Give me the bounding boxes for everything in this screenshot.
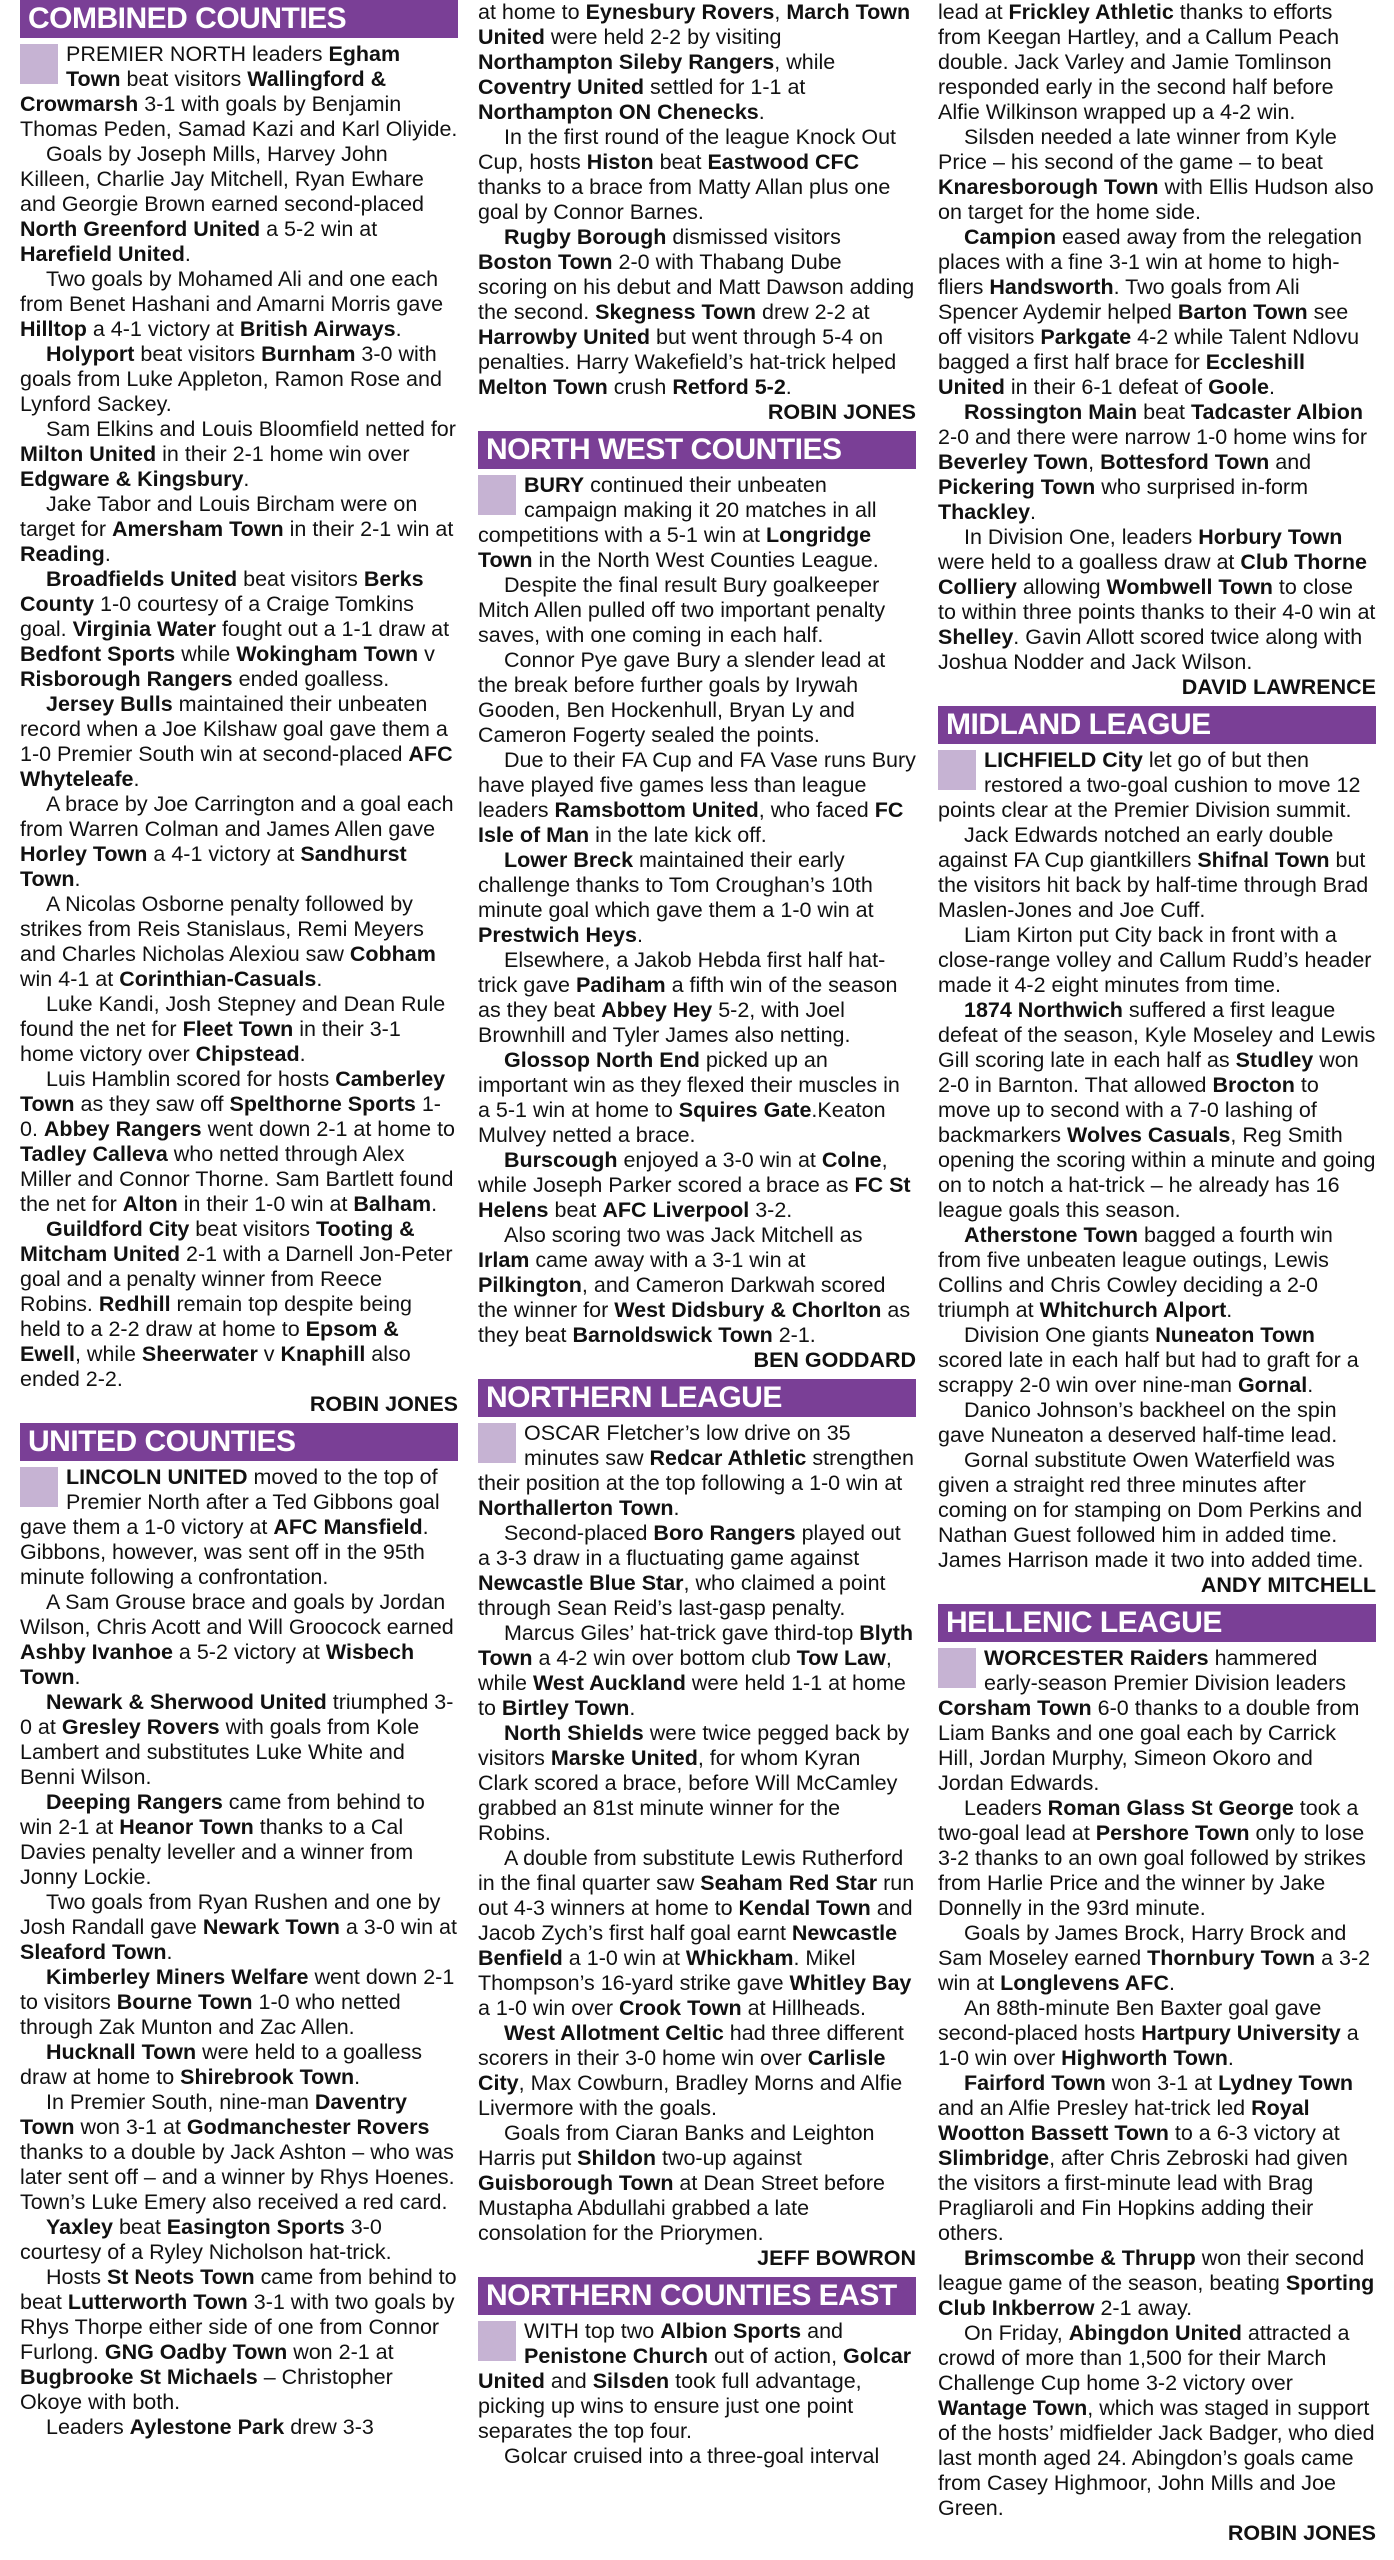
team-name: Shildon	[577, 2146, 656, 2170]
paragraph: Leaders Aylestone Park drew 3-3	[46, 2415, 374, 2439]
team-name: Club Thorne Colliery	[938, 550, 1367, 599]
paragraph: Brimscombe & Thrupp won their second league game of the season, beating Sporting Club Inkberrow 2-1 away.	[938, 2246, 1375, 2320]
drop-cap-box	[478, 1423, 516, 1463]
drop-cap-box	[938, 750, 976, 790]
team-name: North Greenford United	[20, 217, 261, 241]
paragraph: Hosts St Neots Town came from behind to beat Lutterworth Town 3-1 with two goals by Rhys Thorpe either side of one from Connor Furlong. GNG Oadby Town won 2-1 at Bugbrooke St Michaels – Christopher Okoye with both.	[20, 2265, 457, 2414]
team-name: Holyport	[46, 342, 135, 366]
team-name: Heanor Town	[119, 1815, 254, 1839]
drop-cap-box	[478, 2321, 516, 2361]
paragraph: Yaxley beat Easington Sports 3-0 courtesy of a Ryley Nicholson hat-trick.	[20, 2215, 392, 2264]
paragraph: WITH top two Albion Sports and Penistone Church out of action, Golcar United and Silsden took full advantage, picking up wins to ensure just one point separates the top four.	[478, 2319, 912, 2443]
team-name: Birtley Town	[501, 1696, 630, 1720]
team-name: West Auckland	[532, 1671, 686, 1695]
drop-cap-box	[478, 475, 516, 515]
paragraph: Two goals from Ryan Rushen and one by Josh Randall gave Newark Town a 3-0 win at Sleaford Town.	[20, 1890, 457, 1964]
team-name: Knaphill	[280, 1342, 366, 1366]
paragraph: An 88th-minute Ben Baxter goal gave second-placed hosts Hartpury University a 1-0 win over Highworth Town.	[938, 1996, 1359, 2070]
team-name: Rossington Main	[964, 400, 1138, 424]
team-name: Broadfields United	[46, 567, 238, 591]
team-name: Goole	[1208, 375, 1269, 399]
team-name: Lydney Town	[1218, 2071, 1354, 2095]
team-name: Sleaford Town	[20, 1940, 167, 1964]
paragraph: Newark & Sherwood United triumphed 3-0 at Gresley Rovers with goals from Kole Lambert and substitutes Luke White and Benni Wilson.	[20, 1690, 454, 1789]
team-name: Harrowby United	[478, 325, 651, 349]
team-name: Brimscombe & Thrupp	[964, 2246, 1196, 2270]
paragraph: LINCOLN UNITED moved to the top of Premier North after a Ted Gibbons goal gave them a 1-0 victory at AFC Mansfield. Gibbons, however, was sent off in the 95th minute following a confrontation.	[20, 1465, 440, 1589]
paragraph: Jack Edwards notched an early double against FA Cup giantkillers Shifnal Town but the visitors hit back by half-time through Brad Maslen-Jones and Joe Cuff.	[938, 823, 1369, 922]
team-name: AFC Mansfield	[273, 1515, 423, 1539]
team-name: Easington Sports	[166, 2215, 345, 2239]
team-name: FC Isle of Man	[478, 798, 904, 847]
paragraph: Campion eased away from the relegation places with a fine 3-1 win at home to high-fliers Handsworth. Two goals from Ali Spencer Aydemir helped Barton Town see off visitors Parkgate 4-2 while Talent Ndlovu bagged a first half brace for Eccleshill United in their 6-1 defeat of Goole.	[938, 225, 1362, 399]
paragraph: Leaders Roman Glass St George took a two-goal lead at Pershore Town only to lose 3-2 thanks to an own goal followed by strikes from Harlie Price and the winner by Jake Donnelly in the 93rd minute.	[938, 1796, 1366, 1920]
paragraph: Lower Breck maintained their early challenge thanks to Tom Croughan’s 10th minute goal which gave them a 1-0 win at Prestwich Heys.	[478, 848, 874, 947]
paragraph: Goals from Ciaran Banks and Leighton Harris put Shildon two-up against Guisborough Town at Dean Street before Mustapha Abdullahi grabbed a late consolation for the Priorymen.	[478, 2121, 885, 2245]
team-name: Shirebrook Town	[180, 2065, 355, 2089]
team-name: Campion	[964, 225, 1056, 249]
byline: ANDY MITCHELL	[1200, 1573, 1376, 1597]
team-name: Hartpury University	[1141, 2021, 1341, 2045]
team-name: Spelthorne Sports	[229, 1092, 416, 1116]
team-name: Egham Town	[66, 42, 401, 91]
paragraph: In Division One, leaders Horbury Town were held to a goalless draw at Club Thorne Colliery allowing Wombwell Town to close to within three points thanks to their 4-0 win at Shelley. Gavin Allott scored twice along with Joshua Nodder and Jack Wilson.	[938, 525, 1376, 674]
team-name: Harefield United	[20, 242, 185, 266]
team-name: Burscough	[504, 1148, 618, 1172]
team-name: Whitchurch Alport	[1039, 1298, 1227, 1322]
section-heading-northern-league: NORTHERN LEAGUE	[478, 1379, 916, 1417]
team-name: Virginia Water	[72, 617, 216, 641]
team-name: Wallingford & Crowmarsh	[20, 67, 387, 116]
team-name: Abingdon United	[1068, 2321, 1242, 2345]
team-name: British Airways	[239, 317, 396, 341]
paragraph: Guildford City beat visitors Tooting & Mitcham United 2-1 with a Darnell Jon-Peter goal and a penalty winner from Reece Robins. Redhill remain top despite being held to a 2-2 draw at home to Epsom & Ewell, while Sheerwater v Knaphill also ended 2-2.	[20, 1217, 453, 1391]
team-name: Lower Breck	[504, 848, 634, 872]
team-name: Whitley Bay	[789, 1971, 912, 1995]
team-name: Newcastle Benfield	[478, 1921, 898, 1970]
team-name: Hucknall Town	[46, 2040, 197, 2064]
paragraph: Rugby Borough dismissed visitors Boston Town 2-0 with Thabang Dube scoring on his debut and Matt Dawson adding the second. Skegness Town drew 2-2 at Harrowby United but went through 5-4 on penalties. Harry Wakefield’s hat-trick helped Melton Town crush Retford 5-2.	[478, 225, 915, 399]
paragraph: Second-placed Boro Rangers played out a 3-3 draw in a fluctuating game against Newcastle Blue Star, who claimed a point through Sean Reid’s last-gasp penalty.	[478, 1521, 901, 1620]
team-name: AFC Whyteleafe	[20, 742, 453, 791]
section-heading-united-counties: UNITED COUNTIES	[20, 1423, 458, 1461]
team-name: Cobham	[349, 942, 436, 966]
paragraph: Danico Johnson’s backheel on the spin gave Nuneaton a deserved half-time lead.	[938, 1398, 1338, 1447]
team-name: Coventry United	[478, 75, 645, 99]
team-name: Sheerwater	[141, 1342, 258, 1366]
team-name: March Town United	[478, 0, 911, 49]
team-name: Gornal	[1237, 1373, 1308, 1397]
team-name: Studley	[1235, 1048, 1314, 1072]
drop-cap-box	[938, 1648, 976, 1688]
team-name: Slimbridge	[938, 2146, 1050, 2170]
team-name: Aylestone Park	[129, 2415, 285, 2439]
team-name: Roman Glass St George	[1047, 1796, 1294, 1820]
paragraph: Also scoring two was Jack Mitchell as Irlam came away with a 3-1 win at Pilkington, and Cameron Darkwah scored the winner for West Didsbury & Chorlton as they beat Barnoldswick Town 2-1.	[478, 1223, 911, 1347]
team-name: Irlam	[478, 1248, 530, 1272]
team-name: Wantage Town	[938, 2396, 1088, 2420]
team-name: Reading	[20, 542, 105, 566]
team-name: LINCOLN UNITED	[66, 1465, 248, 1489]
paragraph: OSCAR Fletcher’s low drive on 35 minutes saw Redcar Athletic strengthen their position at the top following a 1-0 win at Northallerton Town.	[478, 1421, 914, 1520]
team-name: FC St Helens	[478, 1173, 911, 1222]
team-name: Tooting & Mitcham United	[20, 1217, 415, 1266]
byline: ROBIN JONES	[309, 1392, 458, 1416]
team-name: Eynesbury Rovers	[585, 0, 775, 24]
team-name: Berks County	[20, 567, 424, 616]
column-3	[938, 0, 1376, 2560]
team-name: Thackley	[938, 500, 1031, 524]
paragraph: Liam Kirton put City back in front with a close-range volley and Callum Rudd’s header made it 4-2 eight minutes from time.	[938, 923, 1372, 997]
team-name: Corinthian-Casuals	[119, 967, 317, 991]
team-name: Northampton Sileby Rangers	[478, 50, 775, 74]
team-name: Pershore Town	[1095, 1821, 1250, 1845]
team-name: Redcar Athletic	[649, 1446, 807, 1470]
column-1	[20, 0, 458, 2560]
team-name: Fairford Town	[964, 2071, 1106, 2095]
team-name: Amersham Town	[112, 517, 284, 541]
paragraph: Goals by Joseph Mills, Harvey John Killeen, Charlie Jay Mitchell, Ryan Ewhare and Georgie Brown earned second-placed North Greenford United a 5-2 win at Harefield United.	[20, 142, 424, 266]
team-name: Shelley	[938, 625, 1014, 649]
team-name: Bourne Town	[116, 1990, 253, 2014]
paragraph: Broadfields United beat visitors Berks County 1-0 courtesy of a Craige Tomkins goal. Virginia Water fought out a 1-1 draw at Bedfont Sports while Wokingham Town v Risborough Rangers ended goalless.	[20, 567, 450, 691]
team-name: Boston Town	[478, 250, 613, 274]
section-heading-hellenic-league: HELLENIC LEAGUE	[938, 1604, 1376, 1642]
column-2	[478, 0, 916, 2560]
team-name: Knaresborough Town	[938, 175, 1159, 199]
team-name: Whickham	[685, 1946, 794, 1970]
team-name: Northampton ON Chenecks	[478, 100, 759, 124]
paragraph: Gornal substitute Owen Waterfield was given a straight red three minutes after coming on for stamping on Dom Perkins and Nathan Guest followed him in added time. James Harrison made it two into added time.	[938, 1448, 1364, 1572]
paragraph: Connor Pye gave Bury a slender lead at the break before further goals by Irywah Gooden, Ben Hockenhull, Bryan Ly and Cameron Fogerty sealed the points.	[478, 648, 886, 747]
team-name: Beverley Town	[938, 450, 1089, 474]
team-name: Albion Sports	[660, 2319, 802, 2343]
team-name: Corsham Town	[938, 1696, 1092, 1720]
paragraph: Glossop North End picked up an important win as they flexed their muscles in a 5-1 win at home to Squires Gate.Keaton Mulvey netted a brace.	[478, 1048, 900, 1147]
team-name: Golcar United	[478, 2344, 912, 2393]
team-name: Yaxley	[46, 2215, 113, 2239]
paragraph: PREMIER NORTH leaders Egham Town beat visitors Wallingford & Crowmarsh 3-1 with goals by Benjamin Thomas Peden, Samad Kazi and Karl Oliyide.	[20, 42, 458, 141]
paragraph: BURY continued their unbeaten campaign making it 20 matches in all competitions with a 5-1 win at Longridge Town in the North West Counties League.	[478, 473, 879, 572]
team-name: Guisborough Town	[478, 2171, 674, 2195]
team-name: Histon	[586, 150, 654, 174]
team-name: Milton United	[20, 442, 157, 466]
paragraph: Golcar cruised into a three-goal interval	[504, 2444, 880, 2468]
team-name: Redhill	[98, 1292, 171, 1316]
paragraph: Sam Elkins and Louis Bloomfield netted for Milton United in their 2-1 home win over Edgware & Kingsbury.	[20, 417, 456, 491]
team-name: Barnoldswick Town	[572, 1323, 773, 1347]
paragraph: Luis Hamblin scored for hosts Camberley Town as they saw off Spelthorne Sports 1-0. Abbey Rangers went down 2-1 at home to Tadley Calleva who netted through Alex Miller and Connor Thorne. Sam Bartlett found the net for Alton in their 1-0 win at Balham.	[20, 1067, 455, 1216]
paragraph: On Friday, Abingdon United attracted a crowd of more than 1,500 for their March Challenge Cup home 3-2 victory over Wantage Town, which was staged in support of the hosts’ midfielder Jack Badger, who died last month aged 24. Abingdon’s goals came from Casey Highmoor, John Mills and Joe Green.	[938, 2321, 1375, 2520]
team-name: West Allotment Celtic	[504, 2021, 724, 2045]
team-name: Retford 5-2	[672, 375, 786, 399]
paragraph: Goals by James Brock, Harry Brock and Sam Moseley earned Thornbury Town a 3-2 win at Longlevens AFC.	[938, 1921, 1371, 1995]
team-name: Tadcaster Albion	[1190, 400, 1364, 424]
paragraph: Burscough enjoyed a 3-0 win at Colne, while Joseph Parker scored a brace as FC St Helens beat AFC Liverpool 3-2.	[478, 1148, 911, 1222]
team-name: Brocton	[1212, 1073, 1295, 1097]
section-heading-combined-counties: COMBINED COUNTIES	[20, 0, 458, 38]
team-name: Deeping Rangers	[46, 1790, 223, 1814]
team-name: Handsworth	[989, 275, 1114, 299]
team-name: Guildford City	[46, 1217, 190, 1241]
team-name: Sporting Club Inkberrow	[938, 2271, 1375, 2320]
team-name: Marske United	[550, 1746, 698, 1770]
team-name: 1874 Northwich	[964, 998, 1123, 1022]
paragraph: lead at Frickley Athletic thanks to efforts from Keegan Hartley, and a Callum Peach double. Jack Varley and Jamie Tomlinson responded early in the second half before Alfie Wilkinson wrapped up a 4-2 win.	[938, 0, 1340, 124]
team-name: Edgware & Kingsbury	[20, 467, 244, 491]
paragraph: Despite the final result Bury goalkeeper Mitch Allen pulled off two important penalty saves, with one coming in each half.	[478, 573, 886, 647]
team-name: Pilkington	[478, 1273, 582, 1297]
team-name: Eastwood CFC	[707, 150, 860, 174]
team-name: Jersey Bulls	[46, 692, 173, 716]
team-name: Longridge Town	[478, 523, 872, 572]
paragraph: A double from substitute Lewis Rutherford in the final quarter saw Seaham Red Star run out 4-3 winners at home to Kendal Town and Jacob Zych’s first half goal earnt Newcastle Benfield a 1-0 win at Whickham. Mikel Thompson’s 16-yard strike gave Whitley Bay a 1-0 win over Crook Town at Hillheads.	[478, 1846, 915, 2020]
paragraph: Rossington Main beat Tadcaster Albion 2-0 and there were narrow 1-0 home wins for Beverley Town, Bottesford Town and Pickering Town who surprised in-form Thackley.	[938, 400, 1368, 524]
team-name: Skegness Town	[595, 300, 757, 324]
team-name: Abbey Hey	[601, 998, 713, 1022]
team-name: Ramsbottom United	[554, 798, 759, 822]
team-name: Newcastle Blue Star	[478, 1571, 684, 1595]
team-name: Carlisle City	[478, 2046, 886, 2095]
byline: ROBIN JONES	[767, 400, 916, 424]
team-name: GNG Oadby Town	[104, 2340, 288, 2364]
paragraph: Deeping Rangers came from behind to win 2-1 at Heanor Town thanks to a Cal Davies penalty leveller and a winner from Jonny Lockie.	[20, 1790, 425, 1889]
team-name: Lutterworth Town	[67, 2290, 248, 2314]
paragraph: Kimberley Miners Welfare went down 2-1 to visitors Bourne Town 1-0 who netted through Zak Munton and Zac Allen.	[20, 1965, 455, 2039]
team-name: Silsden	[592, 2369, 670, 2393]
team-name: West Didsbury & Chorlton	[614, 1298, 882, 1322]
team-name: Blyth Town	[478, 1621, 914, 1670]
team-name: Epsom & Ewell	[20, 1317, 399, 1366]
paragraph: Division One giants Nuneaton Town scored late in each half but had to graft for a scrappy 2-0 win over nine-man Gornal.	[938, 1323, 1359, 1397]
team-name: Tadley Calleva	[20, 1142, 168, 1166]
paragraph: Due to their FA Cup and FA Vase runs Bury have played five games less than league leaders Ramsbottom United, who faced FC Isle of Man in the late kick off.	[478, 748, 916, 847]
paragraph: Fairford Town won 3-1 at Lydney Town and an Alfie Presley hat-trick led Royal Wootton Bassett Town to a 6-3 victory at Slimbridge, after Chris Zebroski had given the visitors a first-minute lead with Brag Pragliaroli and Fin Hopkins adding their others.	[938, 2071, 1354, 2245]
byline: DAVID LAWRENCE	[1181, 675, 1376, 699]
team-name: Seaham Red Star	[700, 1871, 878, 1895]
team-name: Gresley Rovers	[61, 1715, 220, 1739]
paragraph: Hucknall Town were held to a goalless draw at home to Shirebrook Town.	[20, 2040, 423, 2089]
team-name: Ashby Ivanhoe	[20, 1640, 173, 1664]
byline: ROBIN JONES	[1227, 2521, 1376, 2545]
team-name: Penistone Church	[524, 2344, 708, 2368]
team-name: St Neots Town	[106, 2265, 255, 2289]
team-name: Newark & Sherwood United	[46, 1690, 327, 1714]
team-name: Pickering Town	[938, 475, 1096, 499]
team-name: Royal Wootton Bassett Town	[938, 2096, 1310, 2145]
team-name: Sandhurst Town	[20, 842, 407, 891]
paragraph: A Nicolas Osborne penalty followed by strikes from Reis Stanislaus, Remi Meyers and Charles Nicholas Alexiou saw Cobham win 4-1 at Corinthian-Casuals.	[20, 892, 436, 991]
paragraph: Jersey Bulls maintained their unbeaten record when a Joe Kilshaw goal gave them a 1-0 Premier South win at second-placed AFC Whyteleafe.	[20, 692, 453, 791]
team-name: Bugbrooke St Michaels	[20, 2365, 258, 2389]
paragraph: 1874 Northwich suffered a first league defeat of the season, Kyle Moseley and Lewis Gill scoring late in each half as Studley won 2-0 in Barnton. That allowed Brocton to move up to second with a 7-0 lashing of backmarkers Wolves Casuals, Reg Smith opening the scoring within a minute and going on to notch a hat-trick – he already has 16 league goals this season.	[938, 998, 1376, 1222]
team-name: Daventry Town	[20, 2090, 407, 2139]
team-name: Horbury Town	[1198, 525, 1343, 549]
team-name: Shifnal Town	[1197, 848, 1330, 872]
drop-cap-box	[20, 1467, 58, 1507]
team-name: Hilltop	[20, 317, 87, 341]
team-name: Eccleshill United	[938, 350, 1305, 399]
team-name: Northallerton Town	[478, 1496, 674, 1520]
paragraph: North Shields were twice pegged back by visitors Marske United, for whom Kyran Clark scored a brace, before Will McCamley grabbed an 81st minute winner for the Robins.	[478, 1721, 910, 1845]
paragraph: Elsewhere, a Jakob Hebda first half hat-trick gave Padiham a fifth win of the season as they beat Abbey Hey 5-2, with Joel Brownhill and Tyler James also netting.	[478, 948, 898, 1047]
paragraph: A brace by Joe Carrington and a goal each from Warren Colman and James Allen gave Horley Town a 4-1 victory at Sandhurst Town.	[20, 792, 454, 891]
team-name: Rugby Borough	[504, 225, 667, 249]
team-name: BURY	[524, 473, 585, 497]
paragraph: Atherstone Town bagged a fourth win from five unbeaten league outings, Lewis Collins and Chris Cowley deciding a 2-0 triumph at Whitchurch Alport.	[938, 1223, 1333, 1322]
team-name: Glossop North End	[504, 1048, 700, 1072]
paragraph: Luke Kandi, Josh Stepney and Dean Rule found the net for Fleet Town in their 3-1 home victory over Chipstead.	[20, 992, 446, 1066]
paragraph: at home to Eynesbury Rovers, March Town United were held 2-2 by visiting Northampton Sileby Rangers, while Coventry United settled for 1-1 at Northampton ON Chenecks.	[478, 0, 911, 124]
team-name: North Shields	[504, 1721, 644, 1745]
team-name: Chipstead	[195, 1042, 300, 1066]
team-name: Fleet Town	[182, 1017, 294, 1041]
team-name: Tow Law	[796, 1646, 886, 1670]
paragraph: Two goals by Mohamed Ali and one each from Benet Hashani and Amarni Morris gave Hilltop a 4-1 victory at British Airways.	[20, 267, 444, 341]
team-name: Alton	[122, 1192, 178, 1216]
section-heading-northern-counties-east: NORTHERN COUNTIES EAST	[478, 2277, 916, 2315]
team-name: Kimberley Miners Welfare	[46, 1965, 309, 1989]
team-name: Bedfont Sports	[20, 642, 176, 666]
team-name: Colne	[821, 1148, 882, 1172]
team-name: Horley Town	[20, 842, 148, 866]
byline: JEFF BOWRON	[757, 2246, 916, 2270]
team-name: Godmanchester Rovers	[186, 2115, 430, 2139]
team-name: Melton Town	[478, 375, 608, 399]
team-name: Highworth Town	[1061, 2046, 1228, 2070]
section-heading-midland-league: MIDLAND LEAGUE	[938, 706, 1376, 744]
team-name: LICHFIELD City	[984, 748, 1143, 772]
paragraph: In the first round of the league Knock Out Cup, hosts Histon beat Eastwood CFC thanks to a brace from Matty Allan plus one goal by Connor Barnes.	[478, 125, 897, 224]
paragraph: West Allotment Celtic had three different scorers in their 3-0 home win over Carlisle City, Max Cowburn, Bradley Morns and Alfie Livermore with the goals.	[478, 2021, 904, 2120]
team-name: Camberley Town	[20, 1067, 446, 1116]
paragraph: In Premier South, nine-man Daventry Town won 3-1 at Godmanchester Rovers thanks to a double by Jack Ashton – who was later sent off – and a winner by Rhys Hoenes. Town’s Luke Emery also received a red card.	[20, 2090, 455, 2214]
paragraph: WORCESTER Raiders hammered early-season Premier Division leaders Corsham Town 6-0 thanks to a double from Liam Banks and one goal each by Carrick Hill, Jordan Murphy, Simeon Okoro and Jordan Edwards.	[938, 1646, 1360, 1795]
team-name: WORCESTER Raiders	[984, 1646, 1209, 1670]
team-name: Frickley Athletic	[1008, 0, 1174, 24]
byline: BEN GODDARD	[753, 1348, 916, 1372]
paragraph: LICHFIELD City let go of but then restored a two-goal cushion to move 12 points clear at the Premier Division summit.	[938, 748, 1361, 822]
team-name: Risborough Rangers	[20, 667, 233, 691]
paragraph: Jake Tabor and Louis Bircham were on target for Amersham Town in their 2-1 win at Reading.	[20, 492, 454, 566]
team-name: Nuneaton Town	[1155, 1323, 1315, 1347]
team-name: Abbey Rangers	[43, 1117, 202, 1141]
team-name: Thornbury Town	[1147, 1946, 1316, 1970]
team-name: Boro Rangers	[653, 1521, 796, 1545]
team-name: Padiham	[575, 973, 666, 997]
paragraph: A Sam Grouse brace and goals by Jordan Wilson, Chris Acott and Will Groocock earned Ashby Ivanhoe a 5-2 victory at Wisbech Town.	[20, 1590, 454, 1689]
team-name: Wisbech Town	[20, 1640, 415, 1689]
paragraph: Silsden needed a late winner from Kyle Price – his second of the game – to beat Knaresborough Town with Ellis Hudson also on target for the home side.	[938, 125, 1374, 224]
team-name: Squires Gate	[678, 1098, 812, 1122]
team-name: Newark Town	[202, 1915, 340, 1939]
team-name: Wolves Casuals	[1067, 1123, 1231, 1147]
team-name: AFC Liverpool	[602, 1198, 750, 1222]
team-name: Longlevens AFC	[1000, 1971, 1169, 1995]
team-name: Burnham	[261, 342, 356, 366]
section-heading-north-west-counties: NORTH WEST COUNTIES	[478, 431, 916, 469]
paragraph: Holyport beat visitors Burnham 3-0 with goals from Luke Appleton, Ramon Rose and Lynford Sackey.	[20, 342, 442, 416]
drop-cap-box	[20, 44, 58, 84]
team-name: Balham	[353, 1192, 432, 1216]
team-name: Kendal Town	[738, 1896, 871, 1920]
team-name: Barton Town	[1177, 300, 1308, 324]
team-name: Wokingham Town	[236, 642, 419, 666]
team-name: Crook Town	[619, 1996, 742, 2020]
team-name: Wombwell Town	[1106, 575, 1273, 599]
team-name: Bottesford Town	[1100, 450, 1270, 474]
team-name: Parkgate	[1040, 325, 1132, 349]
team-name: Prestwich Heys	[478, 923, 637, 947]
paragraph: Marcus Giles’ hat-trick gave third-top Blyth Town a 4-2 win over bottom club Tow Law, while West Auckland were held 1-1 at home to Birtley Town.	[478, 1621, 914, 1720]
team-name: Atherstone Town	[964, 1223, 1138, 1247]
